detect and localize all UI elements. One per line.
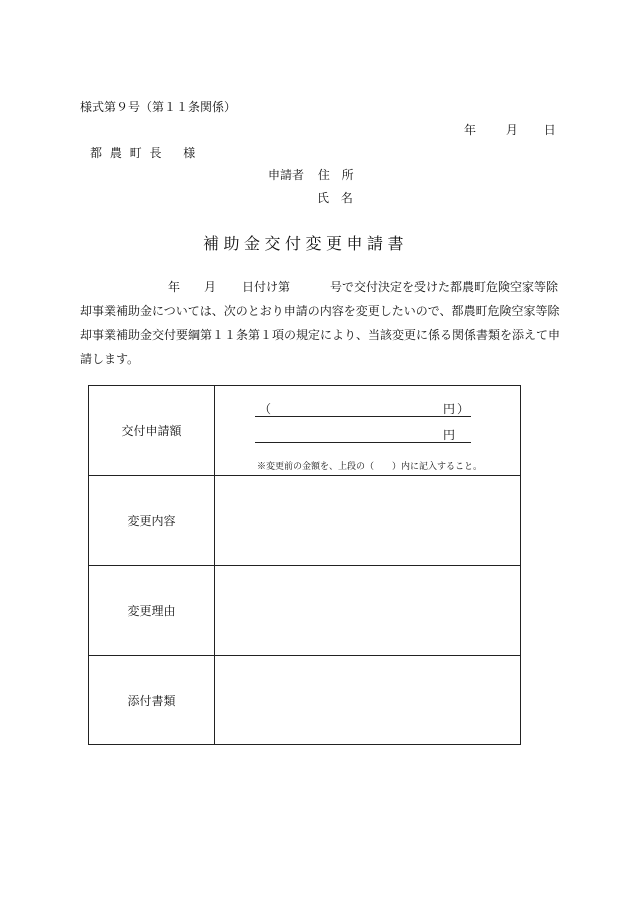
body-year: 年: [168, 280, 181, 294]
amount-note: ※変更前の金額を、上段の（ ）内に記入すること。: [257, 462, 483, 472]
yen-unit-new: 円: [442, 428, 455, 442]
name-label: 氏 名: [317, 191, 357, 205]
table-row-change-reason: [89, 565, 520, 655]
change-reason-field[interactable]: [215, 566, 520, 655]
change-content-field[interactable]: [215, 476, 520, 565]
date-day: 日: [543, 123, 556, 137]
form-number: 様式第９号（第１１条関係）: [80, 100, 237, 114]
table-row-attachments: [89, 655, 520, 744]
close-paren: ）: [456, 402, 469, 416]
address-label: 住 所: [317, 168, 358, 182]
attachments-field[interactable]: [215, 656, 520, 744]
addressee-honorific: 様: [183, 146, 198, 160]
new-amount-field[interactable]: [255, 426, 471, 443]
table-row-change-content: [89, 475, 520, 565]
label-change-content: 変更内容: [89, 476, 215, 565]
body-line-1: [80, 275, 560, 299]
application-table: [88, 385, 521, 745]
body-month: 月: [204, 280, 217, 294]
body-text: [80, 275, 560, 371]
applicant-label: 申請者: [268, 168, 305, 182]
document-title: 補助金交付変更申請書: [203, 234, 409, 253]
date-line: [464, 121, 556, 138]
body-line-4: 請します。: [80, 352, 140, 366]
date-month: 月: [505, 123, 518, 137]
addressee-name: 都 農 町 長: [90, 146, 164, 160]
yen-unit-previous: 円: [442, 402, 455, 416]
label-change-reason: 変更理由: [89, 566, 215, 655]
body-day-no: 日付け第: [242, 280, 291, 294]
body-line-2: 却事業補助金については、次のとおり申請の内容を変更したいので、都農町危険空家等除: [80, 304, 560, 318]
open-paren: （: [259, 402, 272, 416]
applicant-address-line: [268, 166, 358, 183]
amount-cell: [215, 386, 520, 475]
addressee: [90, 144, 197, 161]
table-row-amount: [89, 386, 520, 475]
previous-amount-field[interactable]: [255, 400, 471, 417]
body-line-3: 却事業補助金交付要綱第１１条第１項の規定により、当該変更に係る関係書類を添えて申: [80, 328, 561, 342]
date-year: 年: [464, 123, 477, 137]
body-line-1-rest: 号で交付決定を受けた都農町危険空家等除: [330, 280, 559, 294]
label-attachments: 添付書類: [89, 656, 215, 744]
label-amount: 交付申請額: [89, 386, 215, 475]
